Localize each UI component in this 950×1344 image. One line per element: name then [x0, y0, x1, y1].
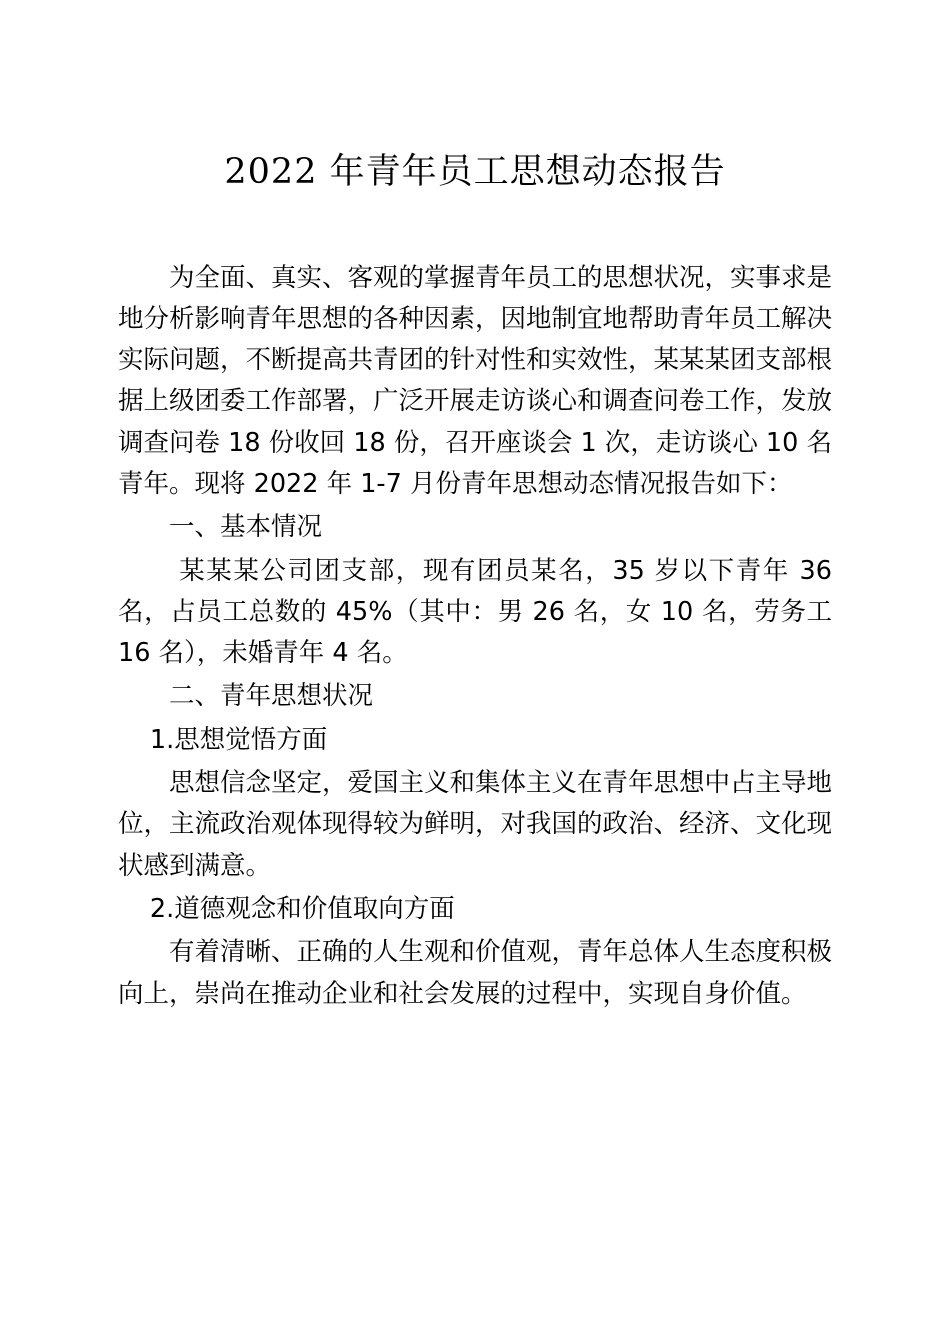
subheading-moral-values: 2.道德观念和价值取向方面: [149, 893, 455, 924]
section-heading-basic-situation: 一、基本情况: [169, 512, 323, 543]
section-heading-youth-ideology: 二、青年思想状况: [169, 681, 374, 712]
paragraph-ideological-awareness: 思想信念坚定，爱国主义和集体主义在青年思想中占主导地位，主流政治观体现得较为鲜明，对我国的政治、经济、文化现状感到满意。: [118, 768, 833, 881]
paragraph-moral-values: 有着清晰、正确的人生观和价值观，青年总体人生态度积极向上，崇尚在推动企业和社会发展的过程中，实现自身价值。: [118, 937, 833, 1009]
paragraph-intro: 为全面、真实、客观的掌握青年员工的思想状况，实事求是地分析影响青年思想的各种因素，因地制宜地帮助青年员工解决实际问题，不断提高共青团的针对性和实效性，某某某团支部根据上级团委工作部署，广泛开展走访谈心和调查问卷工作，发放调查问卷 18 份收回 18 份，召开座谈会 1 次，走访谈心 10 名青年。现将 2022 年 1-7 月份青年思想动态情况报告如下：: [118, 262, 833, 499]
page-title: 2022 年青年员工思想动态报告: [224, 152, 726, 192]
document-body: [118, 258, 832, 1015]
paragraph-basic-situation: 某某某公司团支部，现有团员某名，35 岁以下青年 36 名，占员工总数的 45%（其中：男 26 名，女 10 名，劳务工 16 名），未婚青年 4 名。: [118, 555, 832, 669]
subheading-ideological-awareness: 1.思想觉悟方面: [149, 724, 328, 755]
